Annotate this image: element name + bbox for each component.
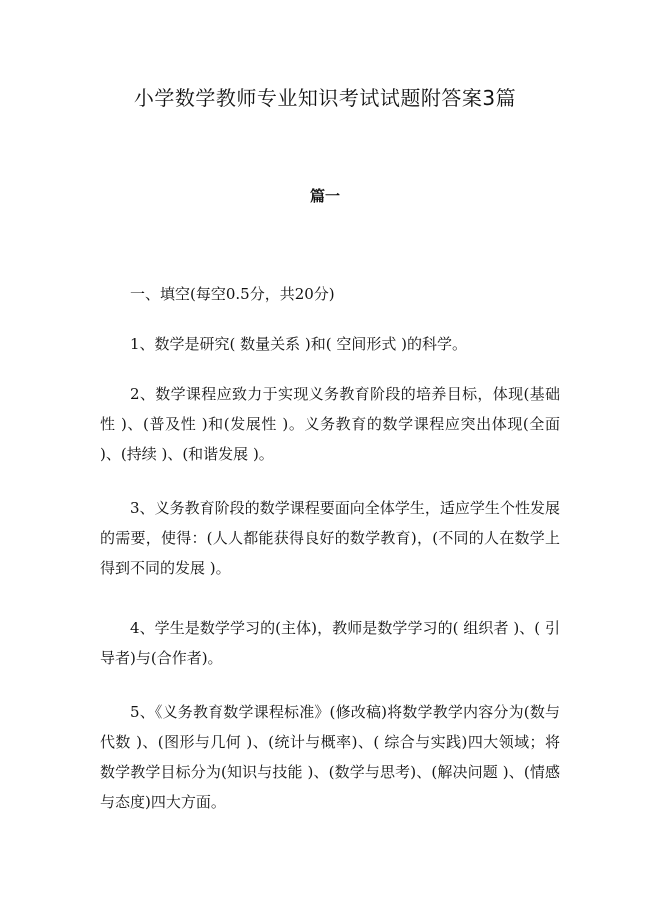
part-heading: 篇一 xyxy=(309,187,340,205)
section-heading: 一、填空(每空0.5分，共20分) xyxy=(130,285,335,303)
question-3: 3、义务教育阶段的数学课程要面向全体学生，适应学生个性发展的需要，使得：(人人都能获得良好的数学教育)，(不同的人在数学上得到不同的发展 )。 xyxy=(100,499,560,577)
question-1: 1、数学是研究( 数量关系 )和( 空间形式 )的科学。 xyxy=(130,335,468,353)
document-title: 小学数学教师专业知识考试试题附答案3篇 xyxy=(133,86,517,110)
question-2: 2、数学课程应致力于实现义务教育阶段的培养目标，体现(基础性 )、(普及性 )和(发展性 )。义务教育的数学课程应突出体现(全面 )、(持续 )、(和谐发展 )。 xyxy=(100,385,560,463)
question-4: 4、学生是数学学习的(主体)，教师是数学学习的( 组织者 )、( 引导者)与(合作者)。 xyxy=(100,619,560,667)
question-5: 5、《义务教育数学课程标准》(修改稿)将数学教学内容分为(数与代数 )、(图形与几何 )、(统计与概率)、( 综合与实践)四大领域；将数学教学目标分为(知识与技能 )、(数学与思考)、(解决问题 )、(情感与态度)四大方面。 xyxy=(100,703,560,811)
